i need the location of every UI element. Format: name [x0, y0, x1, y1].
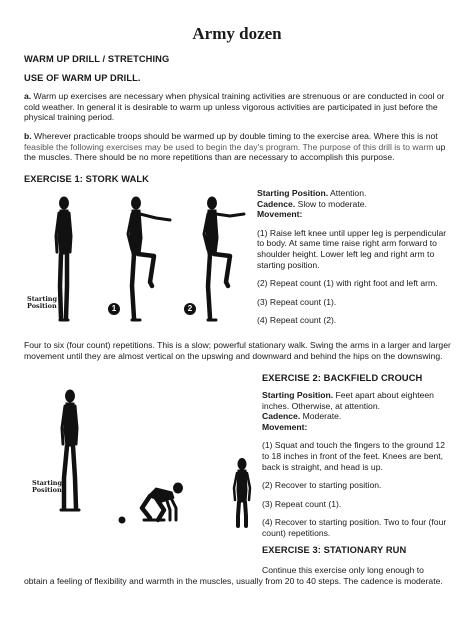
exercise1-figure-label [27, 296, 57, 310]
figure-knee-raise-2 [204, 197, 244, 320]
exercise1-step-2: (2) Repeat count (1) with right foot and left arm. [257, 278, 438, 289]
exercise1-step-1: (1) Raise left knee until upper leg is perpendicular to body. At same time raise right arm forward to shoulder height. Lower left leg and right arm to starting position. [257, 227, 447, 270]
paragraph-b-text-gray: feasible the following exercises may be used to begin the day's program. The purpose of this drill is to warm [24, 141, 434, 152]
document-title: Army dozen [192, 24, 282, 43]
exercise2-figure-label-line1: Starting [32, 479, 63, 487]
exercise1-title: EXERCISE 1: STORK WALK [24, 174, 149, 184]
exercise1-cadence [257, 199, 452, 210]
exercise3-text-line1: Continue this exercise only long enough to [262, 565, 424, 575]
exercise2-step-2: (2) Recover to starting position. [262, 480, 382, 491]
exercise1-cadence-value: Slow to moderate. [295, 198, 367, 209]
exercise1-step-3: (3) Repeat count (1). [257, 296, 337, 307]
exercise1-figure-label-line2: Position [27, 302, 57, 310]
exercise1-movement-label: Movement: [257, 209, 303, 220]
figure-number-2: 2 [184, 303, 196, 315]
stork-walk-illustration [24, 190, 254, 335]
exercise2-figure-label-line2: Position [32, 486, 62, 494]
paragraph-b-text-rest: up the muscles. There should be no more repetitions than are necessary to accomplish this purpose. [24, 141, 446, 163]
exercise2-details [262, 390, 454, 539]
paragraph-b-text-line1: Wherever practicable troops should be warmed up by double timing to the exercise area. Where this is not [31, 131, 438, 141]
exercise1-step-4: (4) Repeat count (2). [257, 315, 337, 326]
exercise2-figure [24, 384, 256, 530]
exercise1-starting-label: Starting Position. [257, 188, 329, 198]
exercise2-movement-label: Movement: [262, 421, 308, 432]
exercise2-cadence-label: Cadence. [262, 411, 301, 422]
paragraph-b-label: b. [24, 131, 32, 141]
exercise2-figure-label [32, 480, 62, 494]
exercise3-title: EXERCISE 3: STATIONARY RUN [262, 545, 407, 555]
exercise2-step-1: (1) Squat and touch the fingers to the ground 12 to 18 inches in front of the feet. Knees are bent, back is straight, and head is up. [262, 440, 445, 472]
section-heading: WARM UP DRILL / STRETCHING [24, 54, 170, 64]
figure-attention [56, 197, 71, 320]
paragraph-a-text: Warm up exercises are necessary when physical training activities are strenuous or are conducted in cool or cold weather. In general it is desirable to warm up unless vigorous activities are participated in just before the physical training period. [24, 91, 445, 123]
figure-starting-position [61, 390, 79, 510]
exercise1-figure [24, 190, 254, 335]
exercise3-text-rest: obtain a feeling of flexibility and warmth in the muscles, usually from 20 to 40 steps. The cadence is moderate. [24, 576, 443, 586]
paragraph-a-label: a. [24, 91, 32, 101]
exercise2-cadence-value: Moderate. [300, 411, 342, 422]
exercise2-step-4: (4) Recover to starting position. Two to four (four count) repetitions. [262, 517, 447, 538]
figure-knee-raise-1 [128, 197, 170, 320]
backfield-crouch-illustration [24, 384, 256, 530]
ball-marker [119, 517, 125, 523]
paragraph-a [24, 91, 452, 123]
exercise2-title: EXERCISE 2: BACKFIELD CROUCH [262, 373, 423, 383]
exercise1-starting-position [257, 188, 452, 199]
sub-heading: USE OF WARM UP DRILL. [24, 73, 141, 83]
exercise2-cadence [262, 411, 454, 422]
figure-crouch [142, 483, 183, 520]
figure-recover [234, 459, 250, 527]
paragraph-b [24, 131, 452, 163]
exercise1-details [257, 188, 452, 326]
figure-number-1: 1 [108, 303, 120, 315]
exercise2-starting-position [262, 390, 454, 411]
exercise2-step-3: (3) Repeat count (1). [262, 498, 342, 509]
exercise1-figure-label-line1: Starting [27, 295, 58, 303]
exercise1-summary: Four to six (four count) repetitions. This is a slow; powerful stationary walk. Swing the arms in a larger and larger movement until they are almost vertical on the upswing and downward and behind the hips on the downswing. [24, 340, 451, 361]
exercise2-starting-label: Starting Position. [262, 390, 334, 400]
exercise1-cadence-label: Cadence. [257, 198, 296, 209]
exercise2-starting-value: Feet apart about eighteen inches. Otherwise, at attention. [262, 390, 434, 411]
exercise1-starting-value: Attention. [328, 188, 367, 198]
